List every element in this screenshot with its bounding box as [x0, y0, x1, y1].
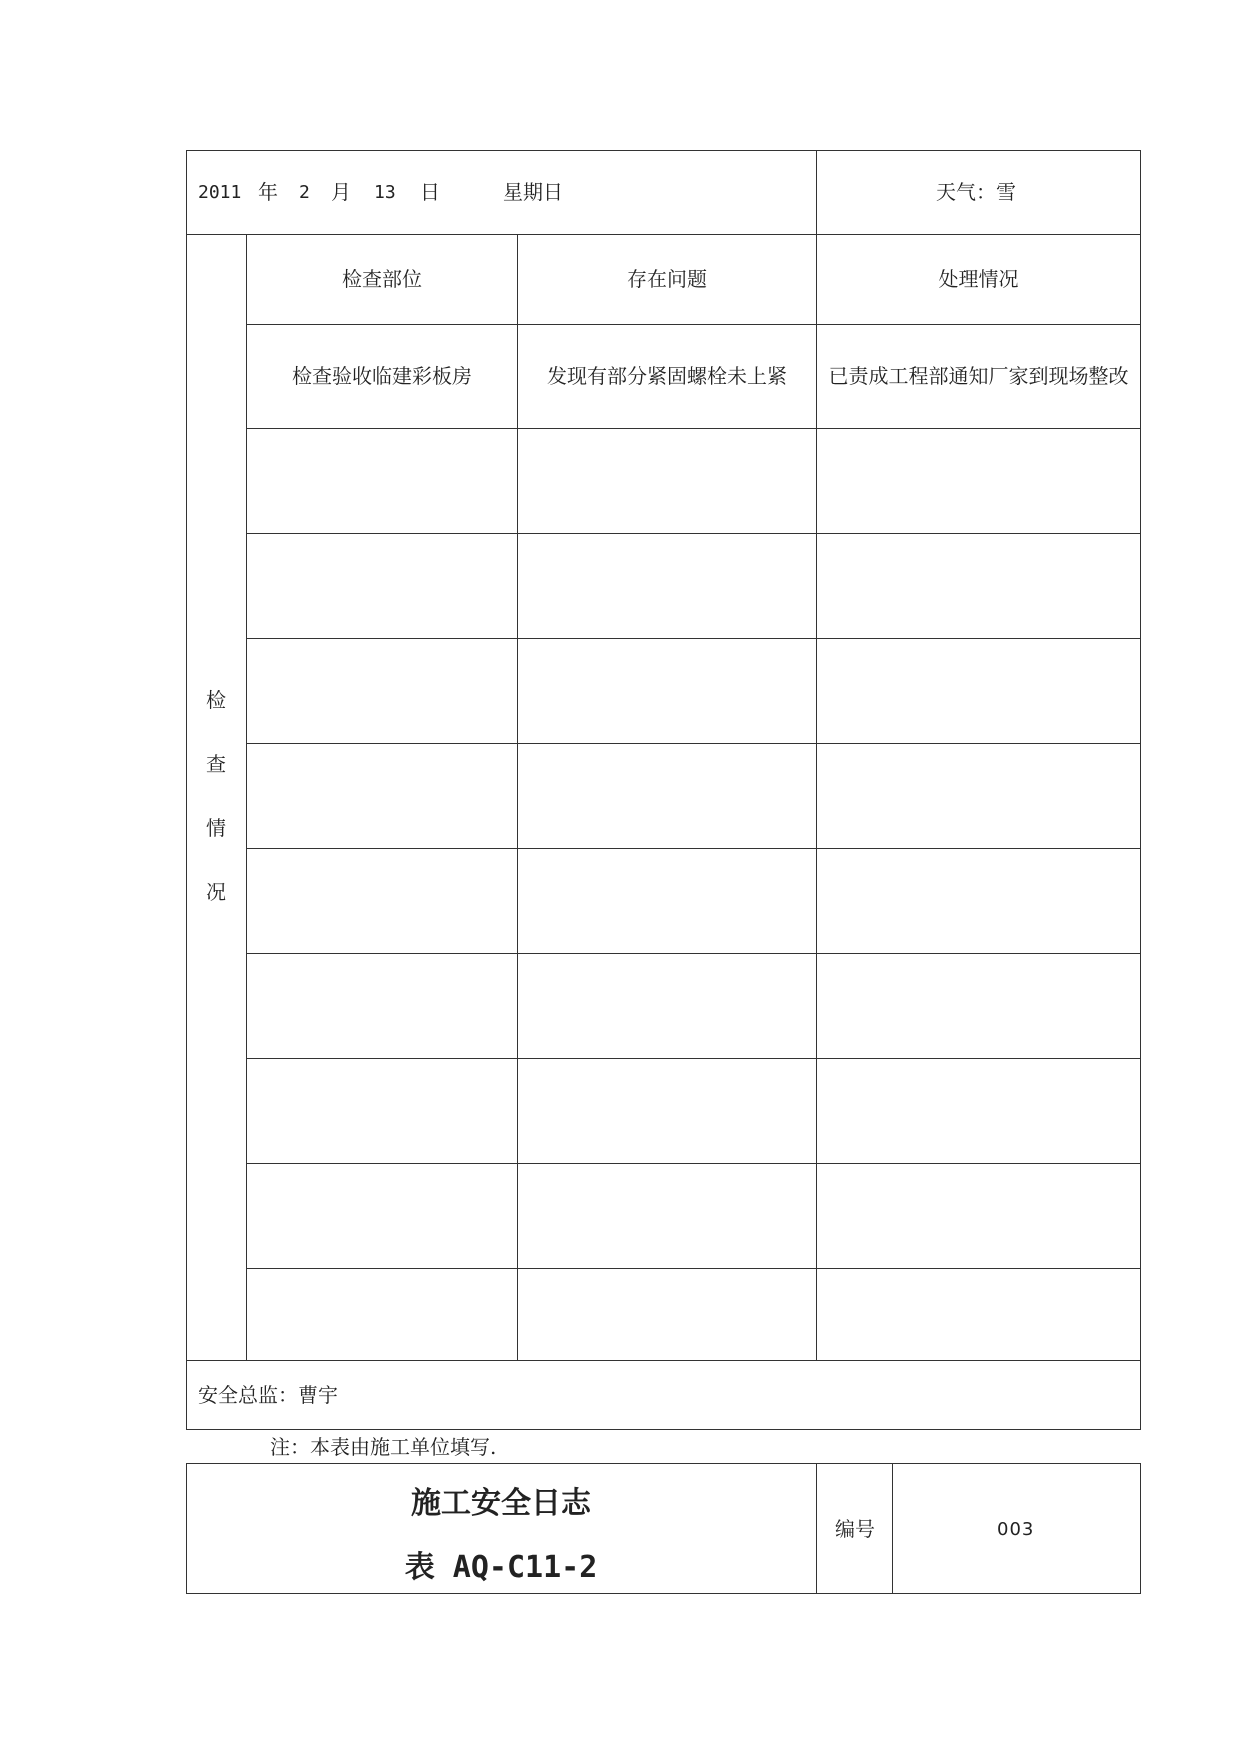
form-code: 表 AQ-C11-2 [404, 1550, 598, 1585]
row-6-handling [817, 849, 1140, 953]
row-5-handling [817, 744, 1140, 848]
date-year-unit: 年 [258, 180, 278, 204]
column-header-handling: 处理情况 [938, 267, 1019, 291]
row-2-problem [518, 429, 816, 533]
row-8-handling [817, 1059, 1140, 1163]
section-label-inspection [186, 668, 246, 924]
row-1-problem: 发现有部分紧固螺栓未上紧 [547, 364, 787, 388]
row-5-location [247, 744, 517, 848]
safety-supervisor: 安全总监：曹宇 [198, 1383, 338, 1407]
number-value: 003 [997, 1519, 1035, 1540]
section-label-char: 况 [206, 880, 226, 904]
date-year: 2011 [198, 182, 242, 203]
row-4-location [247, 639, 517, 743]
date-day-unit: 日 [420, 180, 440, 204]
row-6-location [247, 849, 517, 953]
weekday: 星期日 [503, 180, 563, 204]
row-10-handling [817, 1269, 1140, 1360]
row-8-problem [518, 1059, 816, 1163]
column-header-location: 检查部位 [342, 267, 422, 291]
row-7-handling [817, 954, 1140, 1058]
section-label-char: 查 [206, 752, 226, 776]
date-month: 2 [299, 182, 310, 203]
section-label-char: 检 [206, 688, 226, 712]
column-header-problem: 存在问题 [627, 267, 707, 291]
date-day: 13 [374, 182, 396, 203]
row-2-handling [817, 429, 1140, 533]
row-5-problem [518, 744, 816, 848]
row-10-location [247, 1269, 517, 1360]
section-label-char: 情 [206, 816, 226, 840]
row-3-handling [817, 534, 1140, 638]
number-label: 编号 [835, 1517, 875, 1541]
row-9-handling [817, 1164, 1140, 1268]
row-3-location [247, 534, 517, 638]
row-9-location [247, 1164, 517, 1268]
row-3-problem [518, 534, 816, 638]
weather: 天气：雪 [936, 180, 1016, 204]
form-title: 施工安全日志 [411, 1486, 591, 1521]
row-2-location [247, 429, 517, 533]
row-10-problem [518, 1269, 816, 1360]
date-month-unit: 月 [331, 180, 351, 204]
row-6-problem [518, 849, 816, 953]
row-7-problem [518, 954, 816, 1058]
row-4-handling [817, 639, 1140, 743]
row-9-problem [518, 1164, 816, 1268]
row-1-handling: 已责成工程部通知厂家到现场整改 [828, 364, 1129, 388]
row-7-location [247, 954, 517, 1058]
row-1-location: 检查验收临建彩板房 [292, 364, 472, 388]
row-4-problem [518, 639, 816, 743]
form-note: 注：本表由施工单位填写. [270, 1435, 497, 1459]
row-8-location [247, 1059, 517, 1163]
